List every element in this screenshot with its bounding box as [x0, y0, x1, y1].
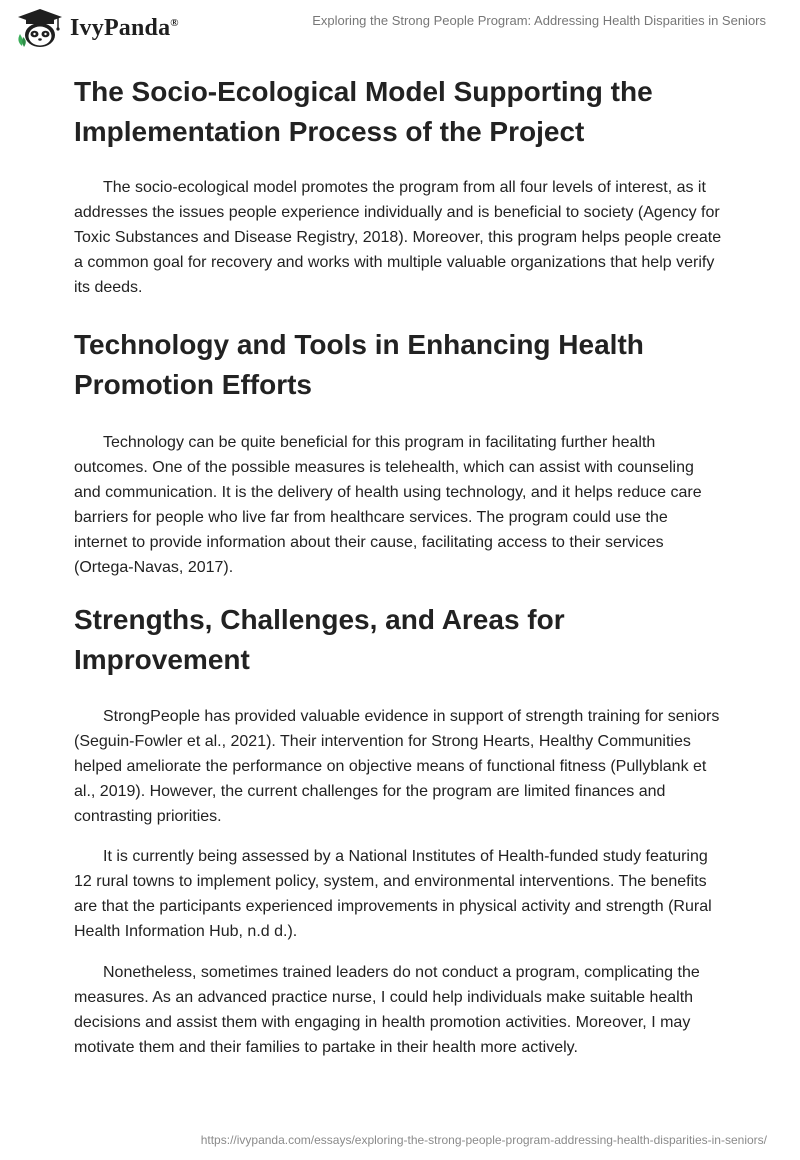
document-title: Exploring the Strong People Program: Addressing Health Disparities in Seniors [312, 13, 766, 28]
section-heading: The Socio-Ecological Model Supporting the Implementation Process of the Project [74, 76, 653, 147]
section-strengths-challenges [74, 600, 724, 1060]
paragraph: The socio-ecological model promotes the program from all four levels of interest, as it addresses the issues people experience individually and is beneficial to society (Agency for Toxic Substances and Disease Registry, 2018). Moreover, this program helps people create a common goal for recovery and works with multiple valuable organizations that help verify its deeds. [74, 179, 722, 296]
section-technology-tools [74, 325, 724, 580]
paragraph: It is currently being assessed by a National Institutes of Health-funded study featuring 12 rural towns to implement policy, system, and environmental interventions. The benefits are that the participants experienced improvements in physical activity and strength (Rural Health Information Hub, n.d d.). [74, 848, 712, 940]
paragraph: Nonetheless, sometimes trained leaders do not conduct a program, complicating the measures. As an advanced practice nurse, I could help individuals make suitable health decisions and assist them with engaging in health promotion activities. Moreover, I may motivate them and their families to partake in their health more actively. [74, 964, 700, 1056]
panda-graduate-icon [14, 8, 66, 48]
source-url[interactable]: https://ivypanda.com/essays/exploring-the-strong-people-program-addressing-health-disparities-in-seniors/ [200, 1133, 767, 1147]
paragraph: StrongPeople has provided valuable evidence in support of strength training for seniors (Seguin-Fowler et al., 2021). Their intervention for Strong Hearts, Healthy Communities helped ameliorate the performance on objective means of functional fitness (Pullyblank et al., 2019). However, the current challenges for the program are limited finances and contrasting priorities. [74, 708, 720, 825]
section-socio-ecological-model [74, 72, 724, 300]
brand-name: IvyPanda® [70, 14, 179, 41]
paragraph: Technology can be quite beneficial for this program in facilitating further health outcomes. One of the possible measures is telehealth, which can assist with counseling and communication. It is the delivery of health using technology, and it helps reduce care barriers for people who live far from healthcare services. The program could use the internet to provide information about their cause, facilitating access to their services (Ortega-Navas, 2017). [74, 434, 702, 576]
section-heading: Strengths, Challenges, and Areas for Improvement [74, 604, 565, 675]
section-heading: Technology and Tools in Enhancing Health Promotion Efforts [74, 329, 644, 400]
page-header [0, 0, 800, 56]
registered-mark: ® [170, 16, 179, 29]
essay-body [74, 72, 724, 1060]
ivypanda-logo[interactable] [14, 8, 179, 48]
